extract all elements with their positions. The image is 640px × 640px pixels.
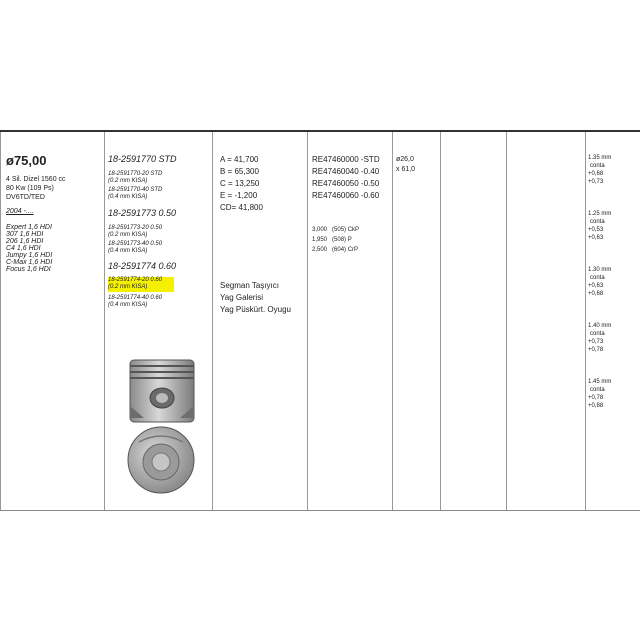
dimension-a: A = 41,700: [220, 155, 259, 164]
gasket-label: conta: [590, 219, 605, 225]
protrusion-min: +0,73: [588, 339, 604, 345]
feature-oil-gallery: Yag Galerisi: [220, 293, 263, 302]
ring-set-code: RE47460060 -0.60: [312, 191, 380, 200]
piston-spec-table: [0, 130, 640, 511]
divider-7: [506, 132, 507, 510]
gasket-label: conta: [590, 331, 605, 337]
piston-diameter: ø75,00: [6, 153, 47, 168]
dimension-c: C = 13,250: [220, 179, 260, 188]
protrusion-min: +0,78: [588, 395, 604, 401]
gasket-label: conta: [590, 387, 605, 393]
part-variant-note: (0.2 mm KISA): [108, 232, 148, 238]
part-variant: 18-2591770-40 STD: [108, 187, 163, 193]
protrusion-max: +0,73: [588, 179, 604, 185]
gasket-thickness: 1.40 mm: [588, 323, 612, 329]
protrusion-max: +0,88: [588, 403, 604, 409]
divider-3: [212, 132, 213, 510]
part-variant-note: (0.4 mm KISA): [108, 248, 148, 254]
part-variant-note: (0.2 mm KISA): [108, 178, 148, 184]
part-number-060: 18-2591774 0.60: [108, 261, 177, 271]
piston-top-view-image: [125, 424, 197, 496]
gasket-thickness: 1.25 mm: [588, 211, 612, 217]
piston-side-view-image: [126, 356, 198, 426]
part-variant: 18-2591773-40 0.50: [108, 241, 163, 247]
gasket-thickness-list: [588, 154, 638, 410]
gasket-thickness: 1.45 mm: [588, 379, 612, 385]
protrusion-max: +0,78: [588, 347, 604, 353]
vehicle-item: C4 1,6 HDI: [6, 245, 41, 252]
gasket-label: conta: [590, 275, 605, 281]
ring-set-code: RE47460050 -0.50: [312, 179, 380, 188]
part-variant-note: (0.4 mm KISA): [108, 194, 148, 200]
dimension-e: E = -1,200: [220, 191, 258, 200]
engine-spec: 4 Sil. Dizel 1560 cc: [6, 176, 66, 183]
dimension-b: B = 65,300: [220, 167, 259, 176]
ring-set-code: RE47460040 -0.40: [312, 167, 380, 176]
protrusion-min: +0,63: [588, 283, 604, 289]
protrusion-min: +0,53: [588, 227, 604, 233]
divider-2: [104, 132, 105, 510]
vehicle-item: Jumpy 1,6 HDI: [6, 252, 53, 259]
divider-1: [0, 132, 1, 510]
part-number-050: 18-2591773 0.50: [108, 208, 177, 218]
gasket-label: conta: [590, 163, 605, 169]
protrusion-max: +0,68: [588, 291, 604, 297]
part-variant: 18-2591770-20 STD: [108, 171, 163, 177]
divider-6: [440, 132, 441, 510]
protrusion-min: +0,68: [588, 171, 604, 177]
protrusion-max: +0,63: [588, 235, 604, 241]
vehicle-item: C-Max 1,6 HDI: [6, 259, 53, 266]
vehicle-item: Focus 1,6 HDI: [6, 266, 51, 273]
ring-width: 3,000 (505) CkP: [312, 227, 360, 233]
divider-5: [392, 132, 393, 510]
pin-length: x 61,0: [396, 166, 416, 173]
pin-diameter: ø26,0: [396, 156, 414, 163]
feature-ring-carrier: Segman Taşıyıcı: [220, 281, 279, 290]
engine-power: 80 Kw (109 Ps): [6, 185, 54, 192]
divider-4: [307, 132, 308, 510]
part-variant: 18-2591773-20 0.50: [108, 225, 163, 231]
part-variant-highlighted: 18-2591774-20 0.60: [108, 277, 174, 285]
engine-code: DV6TD/TED: [6, 194, 45, 201]
vehicle-item: Expert 1,6 HDI: [6, 224, 52, 231]
vehicle-item: 206 1,6 HDI: [6, 238, 44, 245]
feature-oil-jet-recess: Yag Püskürt. Oyugu: [220, 305, 291, 314]
part-variant: 18-2591774-40 0.60: [108, 295, 163, 301]
divider-8: [585, 132, 586, 510]
ring-width: 1,950 (508) P: [312, 237, 352, 243]
gasket-thickness: 1.30 mm: [588, 267, 612, 273]
dimension-cd: CD= 41,800: [220, 203, 263, 212]
part-variant-note-highlighted: (0.2 mm KISA): [108, 284, 174, 292]
vehicle-item: 307 1,6 HDI: [6, 231, 44, 238]
production-year: 2004 -....: [6, 208, 34, 215]
part-number-std: 18-2591770 STD: [108, 154, 177, 164]
ring-width: 2,500 (604) CrP: [312, 247, 359, 253]
gasket-thickness: 1.35 mm: [588, 155, 612, 161]
part-variant-note: (0.4 mm KISA): [108, 302, 148, 308]
ring-set-code: RE47460000 -STD: [312, 155, 380, 164]
